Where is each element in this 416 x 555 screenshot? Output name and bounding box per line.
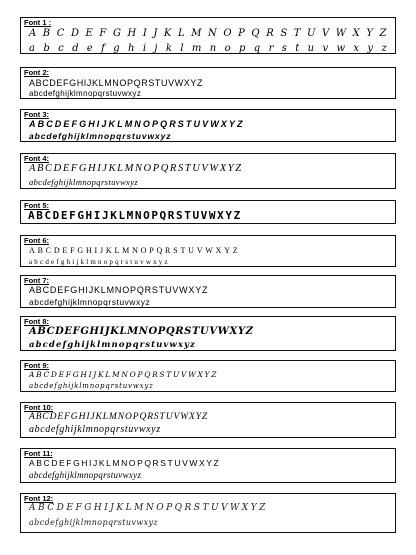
font-label: Font 11: xyxy=(24,449,53,458)
lowercase-sample: abcdefghijklmnopqrstuvwxyz xyxy=(29,424,161,435)
font-label: Font 2: xyxy=(24,68,49,77)
font-sample-11 xyxy=(20,448,396,483)
uppercase-sample: ABCDEFGHIJKLMNOPQRSTUVWXYZ xyxy=(29,503,268,513)
font-label: Font 3: xyxy=(24,110,49,119)
lowercase-sample: abcdefghijklmnopqrstuvwxyz xyxy=(29,297,151,307)
uppercase-sample: ABCDEFGHIJKLMNOPQRSTUVWXYZ xyxy=(29,163,243,174)
uppercase-sample: ABCDEFGHIJKLMNOPQRSTUVWXYZ xyxy=(29,412,209,422)
font-sample-12 xyxy=(20,493,396,533)
font-sample-8 xyxy=(20,316,396,351)
font-label: Font 9: xyxy=(24,361,49,370)
font-sample-7 xyxy=(20,275,396,308)
font-label: Font 8: xyxy=(24,317,49,326)
lowercase-sample: a b c d e f g h i j k l m n o p q r s t u v w x y z xyxy=(29,43,390,54)
font-sample-4 xyxy=(20,153,396,189)
lowercase-sample: abcdefghijklmnopqrstuvwxyz xyxy=(29,131,172,141)
font-sample-9 xyxy=(20,360,396,392)
lowercase-sample: abcdefghijklmnopqrstuvwxyz xyxy=(29,89,142,98)
lowercase-sample: abcdefghijklmnopqrstuvwxyz xyxy=(29,470,142,480)
lowercase-sample: abcdefghijklmnopqrstuvwxyz xyxy=(29,177,139,187)
font-sample-5 xyxy=(20,200,396,224)
uppercase-sample: ABCDEFGHIJKLMNOPQRSTUVWXYZ xyxy=(29,78,204,88)
lowercase-sample: abcdefghijklmnopqrstuvwxyz xyxy=(29,518,159,527)
uppercase-sample: A B C D E F G H I J K L M N O P Q R S T U V W X Y Z xyxy=(29,28,389,39)
lowercase-sample: abcdefghijklmnopqrstuvwxyz xyxy=(29,382,154,390)
font-sample-10 xyxy=(20,402,396,438)
uppercase-sample: ABCDEFGHIJKLMNOPQRSTUVWXYZ xyxy=(29,326,254,337)
font-sample-2 xyxy=(20,67,396,99)
font-sample-1 xyxy=(20,17,396,54)
font-label: Font 12: xyxy=(24,494,54,503)
font-label: Font 7: xyxy=(24,276,49,285)
font-label: Font 6: xyxy=(24,236,49,245)
font-label: Font 5: xyxy=(24,201,49,210)
uppercase-sample: ABCDEFGHIJKLMNOPQRSTUVWXYZ xyxy=(29,458,221,468)
uppercase-sample: ABCDEFGHIJKLMNOPQRSTUVWXYZ xyxy=(29,285,209,295)
lowercase-sample: abcdefghijklmnopqrstuvwxyz xyxy=(29,340,196,350)
font-sample-6 xyxy=(20,235,396,267)
font-sample-3 xyxy=(20,109,396,142)
uppercase-sample: ABCDEFGHIJKLMNOPQRSTUVWXYZ xyxy=(28,209,242,222)
font-label: Font 10: xyxy=(24,403,54,412)
lowercase-sample: abcdefghijklmnopqrstuvwxyz xyxy=(29,258,170,266)
uppercase-sample: ABCDEFGHIJKLMNOPQRSTUVWXYZ xyxy=(29,370,219,379)
uppercase-sample: ABCDEFGHIJKLMNOPQRSTUVWXYZ xyxy=(29,246,241,255)
uppercase-sample: ABCDEFGHIJKLMNOPQRSTUVWXYZ xyxy=(29,119,245,129)
font-label: Font 1 : xyxy=(24,18,52,27)
font-label: Font 4: xyxy=(24,154,49,163)
